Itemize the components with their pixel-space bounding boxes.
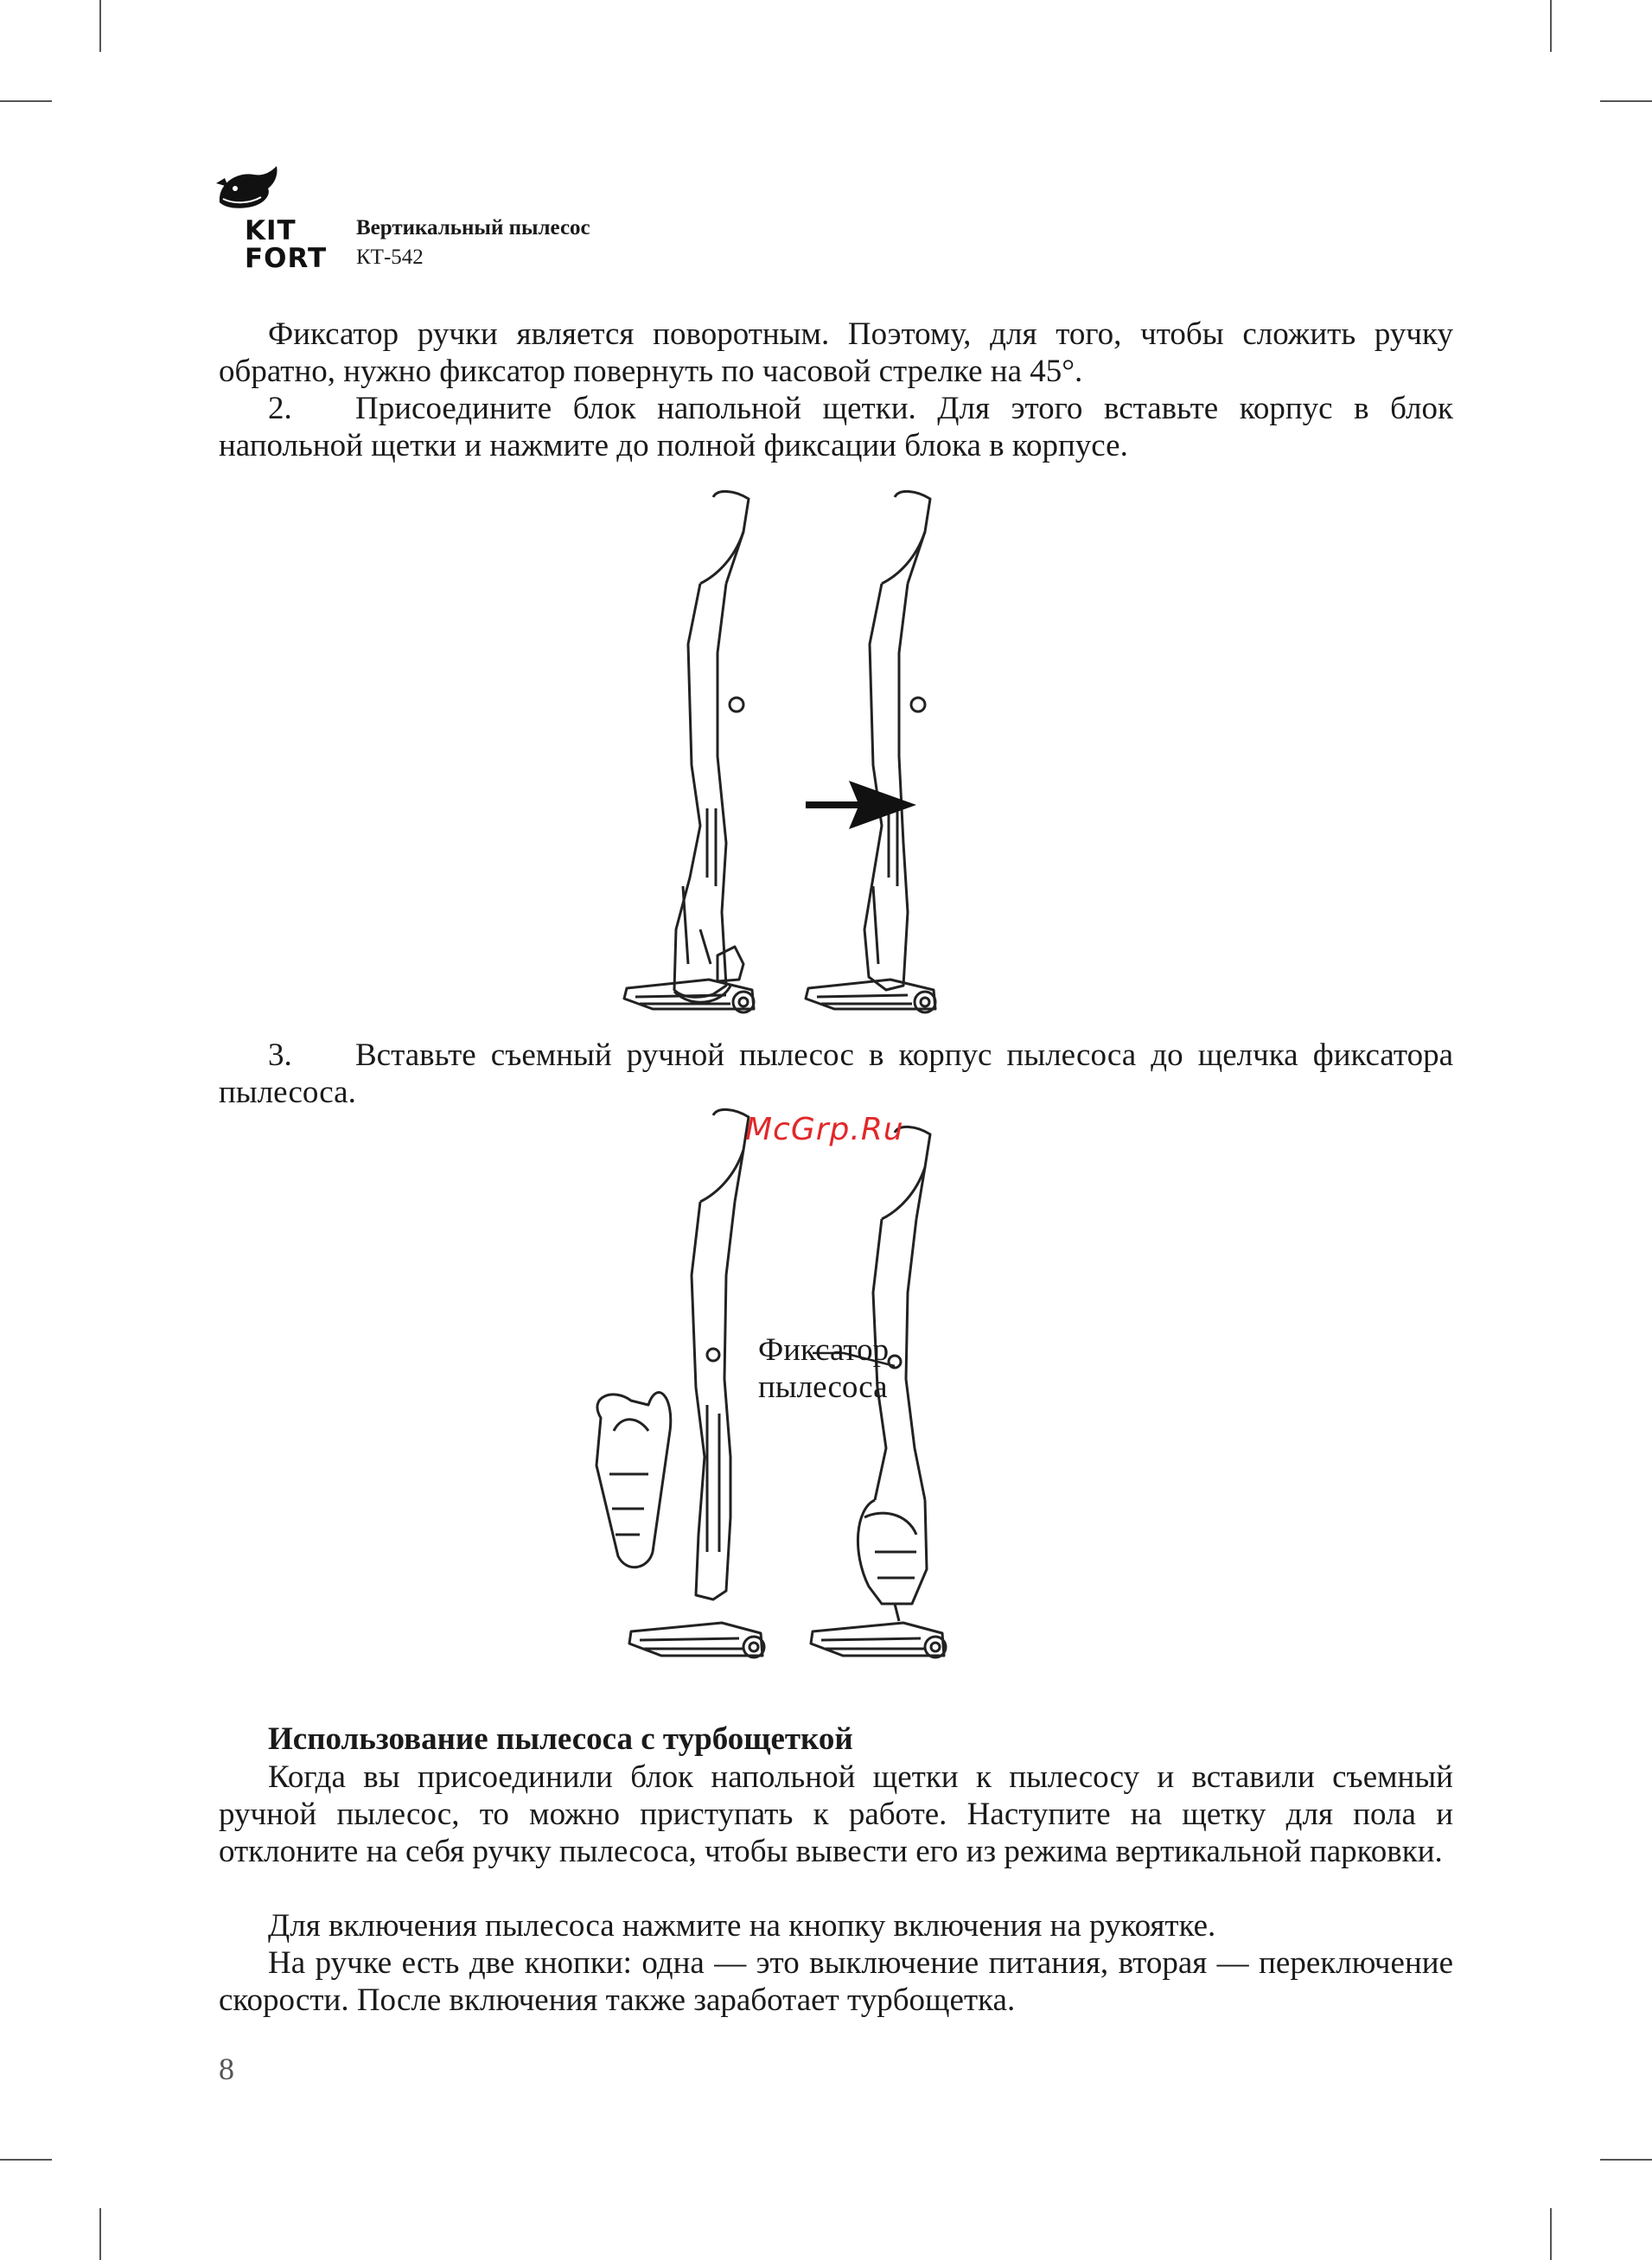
step-2-number: 2. — [268, 391, 292, 426]
step-3 — [219, 1037, 1453, 1111]
section-heading: Использование пылесоса с турбощеткой — [268, 1721, 853, 1757]
crop-mark — [1550, 2208, 1552, 2260]
paragraph-buttons: На ручке есть две кнопки: одна — это выключение питания, вторая — переключение скорости. После включения также заработает турбощетка. — [219, 1945, 1453, 2018]
whale-logo-icon — [214, 164, 284, 216]
step-3-text: Вставьте съемный ручной пылесос в корпус пылесоса до щелчка фиксатора пылесоса. — [219, 1037, 1453, 1110]
crop-mark — [1550, 0, 1552, 52]
crop-mark — [1600, 100, 1652, 102]
callout-line-2: пылесоса — [758, 1369, 888, 1405]
step-2-text: Присоедините блок напольной щетки. Для этого вставьте корпус в блок напольной щетки и нажмите до полной фиксации блока в корпусе. — [219, 391, 1453, 463]
document-title: Вертикальный пылесос — [356, 216, 590, 239]
floor-brush-drawing-middle — [629, 1623, 764, 1657]
vacuum-body-drawing-right — [864, 491, 930, 990]
crop-mark — [0, 100, 52, 102]
vacuum-body-drawing-left — [674, 491, 749, 1002]
model-number: КТ-542 — [356, 246, 424, 269]
callout-line-1: Фиксатор — [758, 1332, 890, 1368]
handheld-vacuum-drawing — [596, 1393, 671, 1567]
figure-attach-floor-brush — [605, 480, 1055, 1020]
vacuum-body-drawing-middle — [692, 1109, 749, 1599]
paragraph-handle-lock: Фиксатор ручки является поворотным. Поэтому, для того, чтобы сложить ручку обратно, нужно фиксатор повернуть по часовой стрелке на 45°. — [219, 316, 1453, 389]
paragraph-usage: Когда вы присоединили блок напольной щетки к пылесосу и вставили съемный ручной пылесос, то можно приступать к работе. Наступите на щетку для пола и отклоните на себя ручку пылесоса, чтобы вывести его из режима вертикальной парковки. — [219, 1759, 1453, 1869]
step-2 — [219, 390, 1453, 464]
crop-mark — [99, 0, 101, 52]
logo-text-kit: KIT — [245, 215, 297, 246]
floor-brush-drawing-left — [624, 947, 754, 1012]
logo-text-fort: FORT — [245, 243, 328, 274]
crop-mark — [1600, 2159, 1652, 2161]
floor-brush-drawing-right-assembled — [811, 1604, 946, 1657]
crop-mark — [0, 2159, 52, 2161]
floor-brush-drawing-right — [806, 980, 935, 1012]
watermark: McGrp.Ru — [745, 1112, 904, 1147]
step-3-number: 3. — [268, 1037, 292, 1073]
page-number: 8 — [219, 2052, 234, 2086]
crop-mark — [99, 2208, 101, 2260]
paragraph-power-on: Для включения пылесоса нажмите на кнопку включения на рукоятке. — [268, 1908, 1216, 1944]
callout-label — [758, 1331, 889, 1406]
